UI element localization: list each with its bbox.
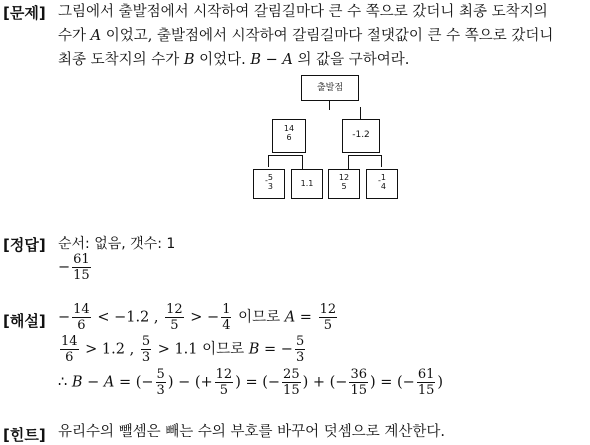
problem-label: [문제]: [3, 4, 46, 22]
start-box: 출발점: [301, 75, 359, 101]
leaf-node: - 5 3: [253, 169, 285, 199]
solution-row-1: − $\frac{14}{6}$ < −1.2 , $\frac{12}{5}$ > − $\frac{1}{4}$ 이므로 A = $\frac{12}{5}$: [58, 302, 337, 333]
problem-line-2: 수가 A 이었고, 출발점에서 시작하여 갈림길마다 절댓값이 큰 수 쪽으로 갔더니: [58, 28, 554, 44]
solution-row-2: $\frac{14}{6}$ > 1.2 , $\frac{5}{3}$ > 1.1 이므로 B = − $\frac{5}{3}$: [61, 334, 305, 365]
answer-order-count: 순서: 없음, 갯수: 1: [58, 236, 176, 252]
leaf-node: 1.1: [291, 169, 323, 199]
answer-label: [정답]: [3, 236, 46, 254]
leaf-node: 12 5: [328, 169, 360, 199]
problem-line-1: 그림에서 출발점에서 시작하여 갈림길마다 큰 수 쪽으로 갔더니 최종 도착지의: [58, 4, 548, 20]
hint-text: 유리수의 뺄셈은 빼는 수의 부호를 바꾸어 덧셈으로 계산한다.: [58, 424, 446, 440]
solution-row-3: ∴ B − A = (− $\frac{5}{3}$ ) − (+ $\frac{12}{5}$ ) = (− $\frac{25}{15}$ ) + (− $\frac{36}{15}$ ) = (− $\frac{61}{15}$ ): [58, 367, 444, 398]
right-node: -1.2: [342, 119, 380, 153]
tree-line: [268, 155, 303, 156]
tree-line: [348, 155, 382, 156]
solution-label: [해설]: [3, 312, 46, 330]
answer-value: − $\frac{61}{15}$: [58, 252, 90, 283]
leaf-node: - 1 4: [366, 169, 398, 199]
left-node: 14 6: [272, 119, 306, 153]
problem-line-3: 최종 도착지의 수가 B 이었다. B − A 의 값을 구하여라.: [58, 52, 410, 68]
tree-line: [381, 155, 382, 167]
tree-line: [329, 100, 330, 110]
hint-label: [힌트]: [3, 426, 46, 444]
tree-line: [268, 155, 269, 167]
